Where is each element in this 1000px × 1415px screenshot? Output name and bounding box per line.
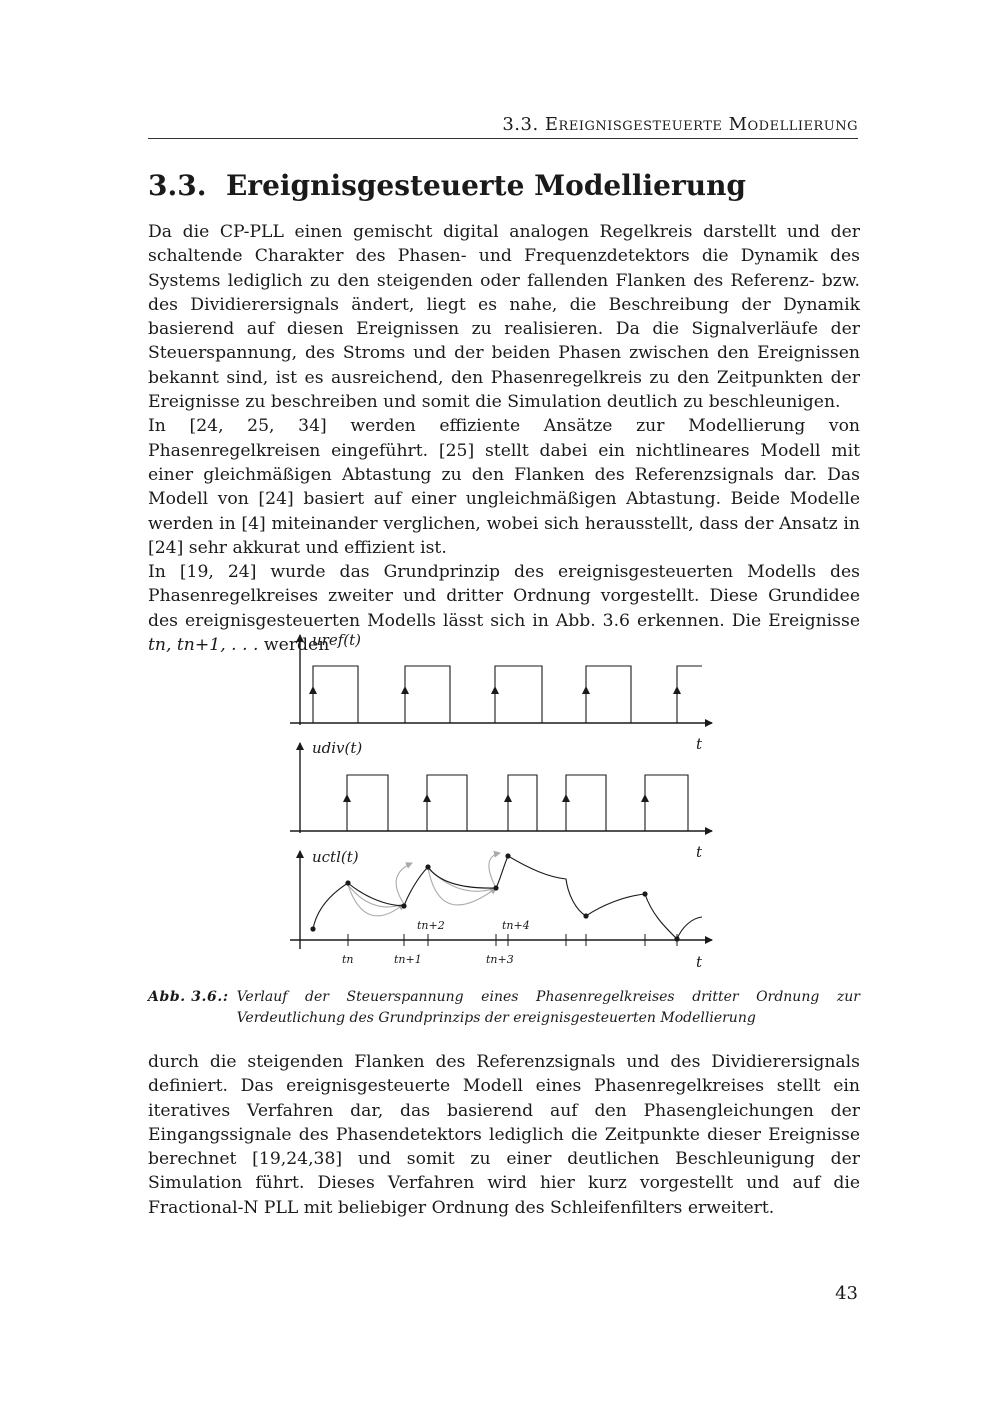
uctl-event-points (310, 853, 679, 941)
paragraph-3-end: werden (258, 635, 330, 656)
tick-label-tn4: tn+4 (502, 919, 530, 932)
udiv-t-label: t (696, 843, 703, 861)
uref-t-label: t (696, 735, 703, 753)
section-heading (148, 168, 858, 204)
udiv-waveform (300, 775, 688, 831)
event-times-math: tn, tn+1, . . . (148, 635, 259, 656)
page-number: 43 (835, 1283, 858, 1304)
header-rule (148, 138, 858, 139)
udiv-edge-arrows (347, 795, 645, 825)
timing-diagram (280, 625, 730, 975)
caption-text: Verlauf der Steuerspannung eines Phasenregelkreises dritter Ordnung zur Verdeutlichung des Grundprinzips der ereignisgesteuerten Modellierung (236, 989, 860, 1026)
iteration-arrows (348, 853, 500, 916)
body-text-bottom (148, 1050, 860, 1220)
running-head: 3.3. Ereignisgesteuerte Modellierung (502, 114, 858, 135)
uctl-t-label: t (696, 953, 703, 971)
paragraph-4: durch die steigenden Flanken des Referenzsignals und des Dividierersignals definiert. Das ereignisgesteuerte Modell eines Phasenregelkreises stellt ein iteratives Verfahren dar, das basierend auf den Phasengleichungen der Eingangssignale des Phasendetektors lediglich die Zeitpunkte dieser Ereignisse berechnet [19,24,38] und somit zu einer deutlichen Beschleunigung der Simulation führt. Dieses Verfahren wird hier kurz vorgestellt und auf die Fractional-N PLL mit beliebiger Ordnung des Schleifenfilters erweitert. (148, 1052, 860, 1218)
caption-label: Abb. 3.6.: (148, 989, 229, 1005)
uref-waveform (300, 666, 702, 723)
paragraph-3-text: In [19, 24] wurde das Grundprinzip des ereignisgesteuerten Modells des Phasenregelkreises zweiter und dritter Ordnung vorgestellt. Diese Grundidee des ereignisgesteuerten Modells lässt sich in Abb. 3.6 erkennen. Die Ereignisse (148, 562, 860, 631)
tick-label-tn2: tn+2 (417, 919, 445, 932)
uctl-label: uctl(t) (312, 848, 359, 866)
tick-label-tn1: tn+1 (394, 953, 422, 966)
paragraph-2: In [24, 25, 34] werden effiziente Ansätze zur Modellierung von Phasenregelkreisen eingeführt. [25] stellt dabei ein nichtlineares Modell mit einer gleichmäßigen Abtastung zu den Flanken des Referenzsignals dar. Das Modell von [24] basiert auf einer ungleichmäßigen Abtastung. Beide Modelle werden in [4] miteinander verglichen, wobei sich herausstellt, dass der Ansatz in [24] sehr akkurat und effizient ist. (148, 416, 860, 558)
udiv-label: udiv(t) (312, 739, 363, 757)
section-title: Ereignisgesteuerte Modellierung (225, 169, 747, 202)
tick-label-tn3: tn+3 (486, 953, 514, 966)
tick-label-tn: tn (342, 953, 354, 966)
body-text-top (148, 220, 860, 657)
section-number: 3.3. (148, 169, 207, 202)
uref-edge-arrows (313, 687, 677, 717)
paragraph-1: Da die CP-PLL einen gemischt digital analogen Regelkreis darstellt und der schaltende Charakter des Phasen- und Frequenzdetektors die Dynamik des Systems lediglich zu den steigenden oder fallenden Flanken des Referenz- bzw. des Dividierersignals ändert, liegt es nahe, die Beschreibung der Dynamik basierend auf diesen Ereignissen zu realisieren. Da die Signalverläufe der Steuerspannung, des Stroms und der beiden Phasen zwischen den Ereignissen bekannt sind, ist es ausreichend, den Phasenregelkreis zu den Zeitpunkten der Ereignisse zu beschreiben und somit die Simulation deutlich zu beschleunigen. (148, 222, 860, 413)
uref-label: uref(t) (312, 631, 361, 649)
figure-3-6 (280, 625, 730, 975)
figure-caption (148, 987, 860, 1029)
